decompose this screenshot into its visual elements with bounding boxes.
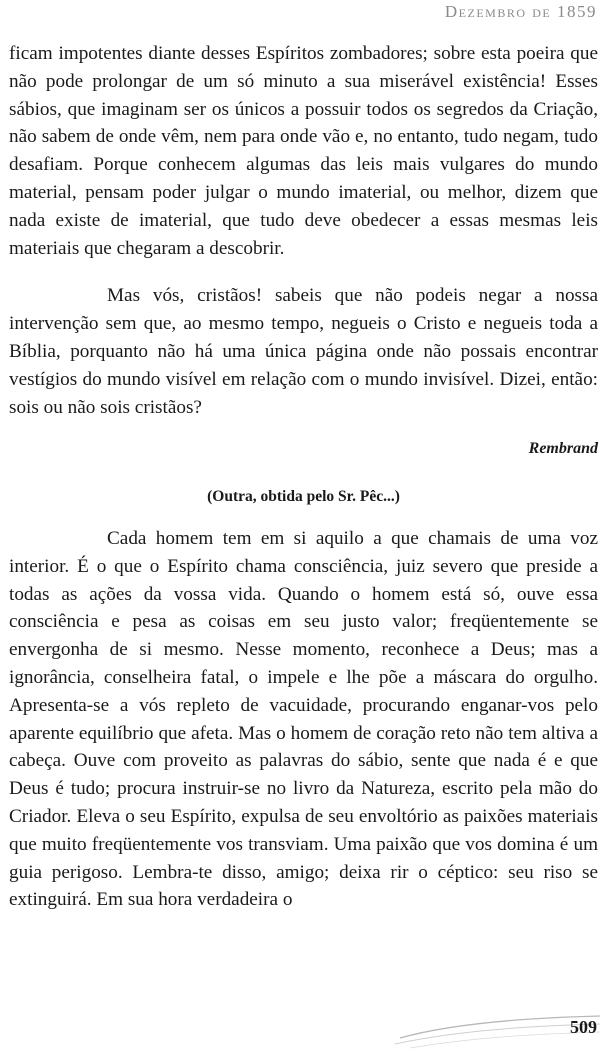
signature: Rembrand	[528, 440, 598, 458]
footer-swoosh-decoration	[0, 1008, 607, 1052]
page-number: 509	[570, 1017, 597, 1037]
paragraph-1: ficam impotentes diante desses Espíritos zombadores; sobre esta poeira que não pode prolongar de um só minuto a sua miserável existência! Esses sábios, que imaginam ser os únicos a possuir todos os segredos da Criação, não sabem de onde vêm, nem para onde vão e, no entanto, tudo negam, tudo desafiam. Porque conhecem algumas das leis mais vulgares do mundo material, pensam poder julgar o mundo imaterial, ou melhor, dizem que nada existe de imaterial, que tudo deve obedecer a essas mesmas leis materiais que chegaram a descobrir.	[9, 43, 598, 259]
section-subheading: (Outra, obtida pelo Sr. Pêc...)	[207, 488, 400, 506]
running-head: Dezembro de 1859	[444, 2, 597, 21]
page-body	[9, 40, 598, 914]
paragraph-3: Cada homem tem em si aquilo a que chamais de uma voz interior. É o que o Espírito chama consciência, juiz severo que preside a todas as ações da vossa vida. Quando o homem está só, ouve essa consciência e pesa as coisas em seu justo valor; freqüentemente se envergonha de si mesmo. Nesse momento, reconhece a Deus; mas a ignorância, conselheira fatal, o impele e lhe põe a máscara do orgulho. Apresenta-se a vós repleto de vacuidade, procurando enganar-vos pelo aparente equilíbrio que afeta. Mas o homem de coração reto não tem altiva a cabeça. Ouve com proveito as palavras do sábio, sente que nada é e que Deus é tudo; procura instruir-se no livro da Natureza, escrito pela mão do Criador. Eleva o seu Espírito, expulsa de seu envoltório as paixões materiais que muito freqüentemente vos transviam. Uma paixão que vos domina é um guia perigoso. Lembra-te disso, amigo; deixa rir o céptico: seu riso se extinguirá. Em sua hora verdadeira o	[9, 527, 598, 911]
paragraph-2: Mas vós, cristãos! sabeis que não podeis negar a nossa intervenção sem que, ao mesmo tempo, negueis o Cristo e negueis toda a Bíblia, porquanto não há uma única página onde não possais encontrar vestígios do mundo visível em relação com o mundo invisível. Dizei, então: sois ou não sois cristãos?	[9, 285, 598, 418]
page-footer	[0, 1008, 607, 1052]
